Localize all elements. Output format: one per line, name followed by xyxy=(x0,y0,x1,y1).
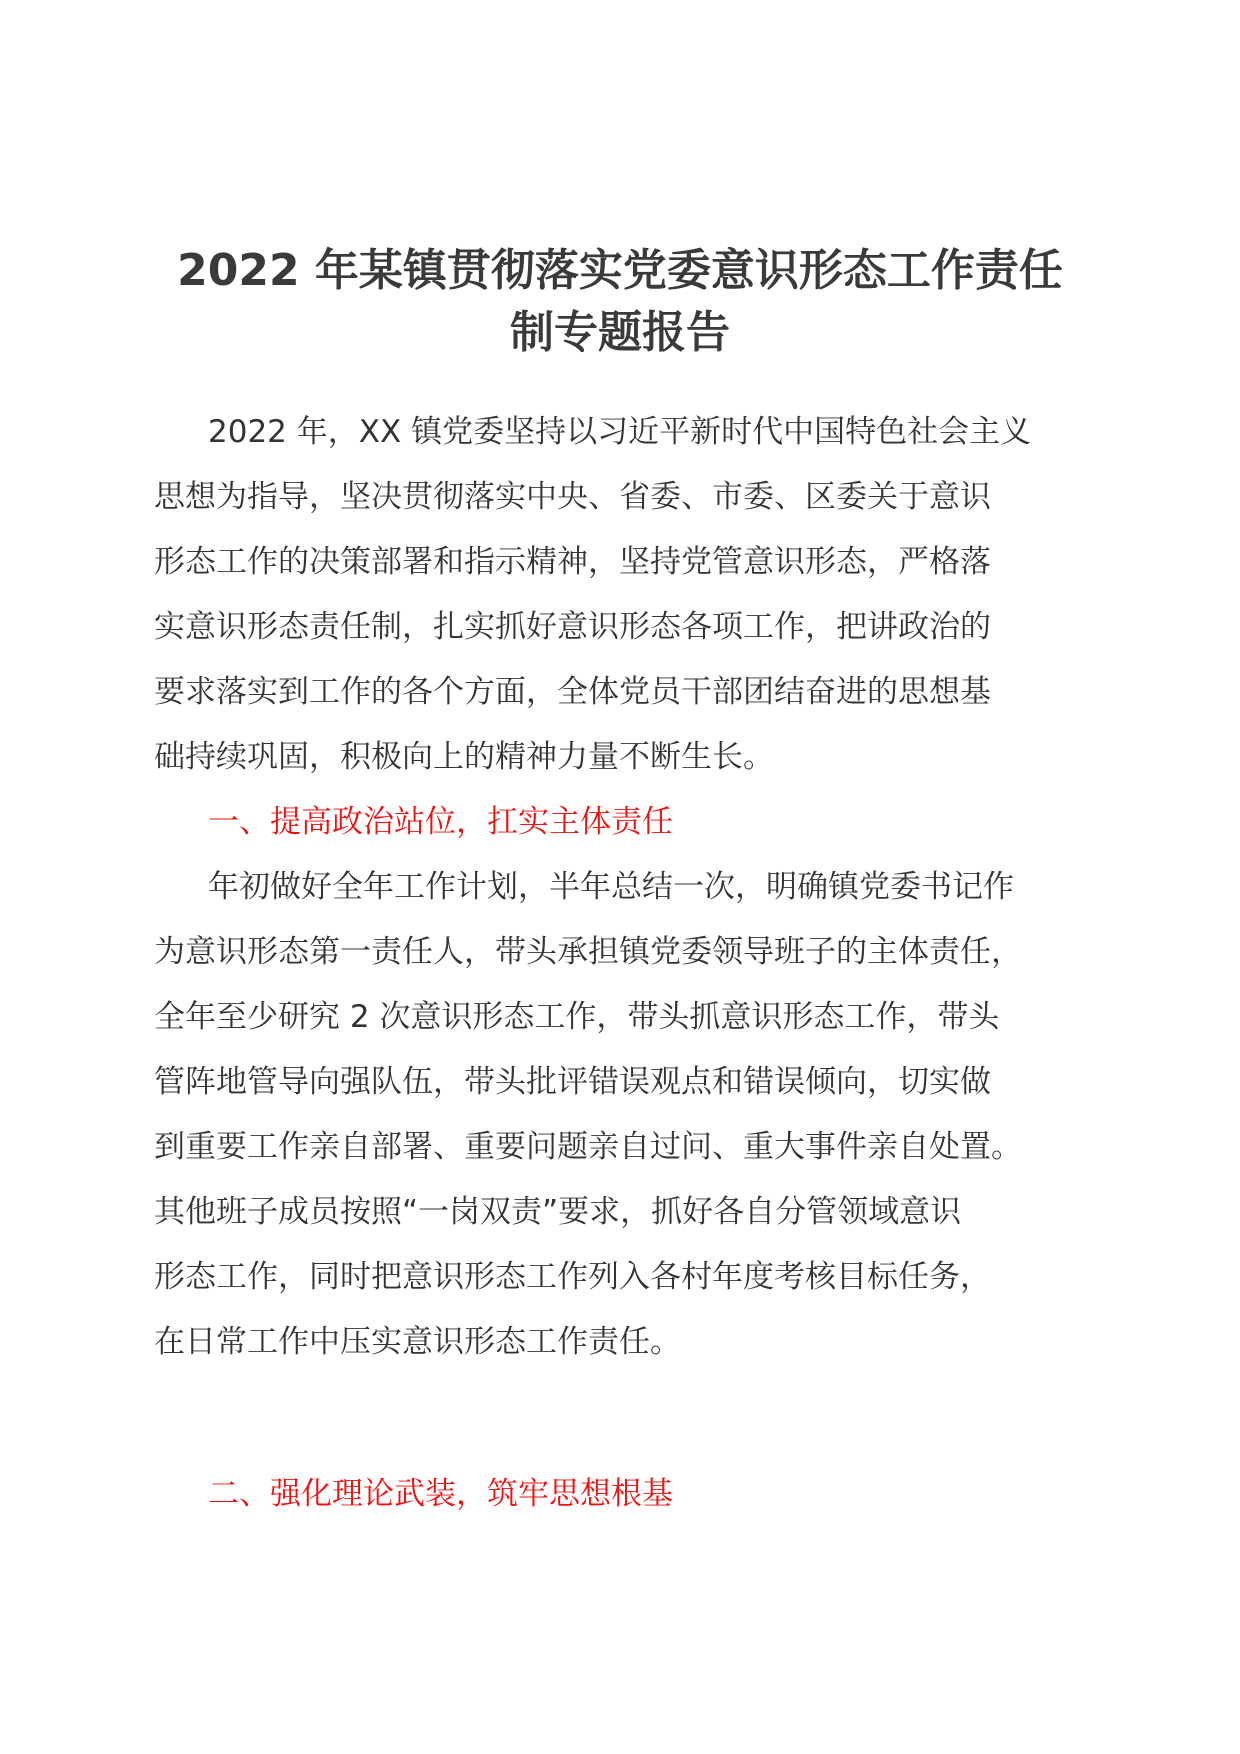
text-line: 管阵地管导向强队伍，带头批评错误观点和错误倾向，切实做 xyxy=(154,1064,991,1100)
text-line: 础持续巩固，积极向上的精神力量不断生长。 xyxy=(154,739,774,775)
text-line: 2022 年，XX 镇党委坚持以习近平新时代中国特色社会主义 xyxy=(208,414,1032,450)
text-line: 思想为指导，坚决贯彻落实中央、省委、市委、区委关于意识 xyxy=(154,479,991,515)
text-line: 要求落实到工作的各个方面，全体党员干部团结奋进的思想基 xyxy=(154,674,991,710)
document-title xyxy=(150,240,1090,364)
text-line: 其他班子成员按照“一岗双责”要求，抓好各自分管领域意识 xyxy=(154,1194,962,1230)
text-line: 全年至少研究 2 次意识形态工作，带头抓意识形态工作，带头 xyxy=(154,999,1000,1035)
text-line: 形态工作，同时把意识形态工作列入各村年度考核目标任务， xyxy=(154,1259,991,1295)
text-line: 形态工作的决策部署和指示精神，坚持党管意识形态，严格落 xyxy=(154,544,991,580)
paragraph-intro xyxy=(154,400,1094,790)
title-line-2: 制专题报告 xyxy=(510,307,730,358)
paragraph-section-1 xyxy=(154,855,1094,1375)
section-heading-2: 二、强化理论武装，筑牢思想根基 xyxy=(208,1476,673,1512)
title-line-1: 2022 年某镇贯彻落实党委意识形态工作责任 xyxy=(177,245,1063,296)
section-heading-1: 一、提高政治站位，扛实主体责任 xyxy=(208,804,673,840)
text-line: 为意识形态第一责任人，带头承担镇党委领导班子的主体责任， xyxy=(154,934,1022,970)
text-line: 年初做好全年工作计划，半年总结一次，明确镇党委书记作 xyxy=(208,869,1014,905)
document-body xyxy=(154,400,1094,1527)
text-line: 在日常工作中压实意识形态工作责任。 xyxy=(154,1324,681,1360)
spacer xyxy=(154,1375,1094,1462)
text-line: 实意识形态责任制，扎实抓好意识形态各项工作，把讲政治的 xyxy=(154,609,991,645)
text-line: 到重要工作亲自部署、重要问题亲自过问、重大事件亲自处置。 xyxy=(154,1129,1022,1165)
